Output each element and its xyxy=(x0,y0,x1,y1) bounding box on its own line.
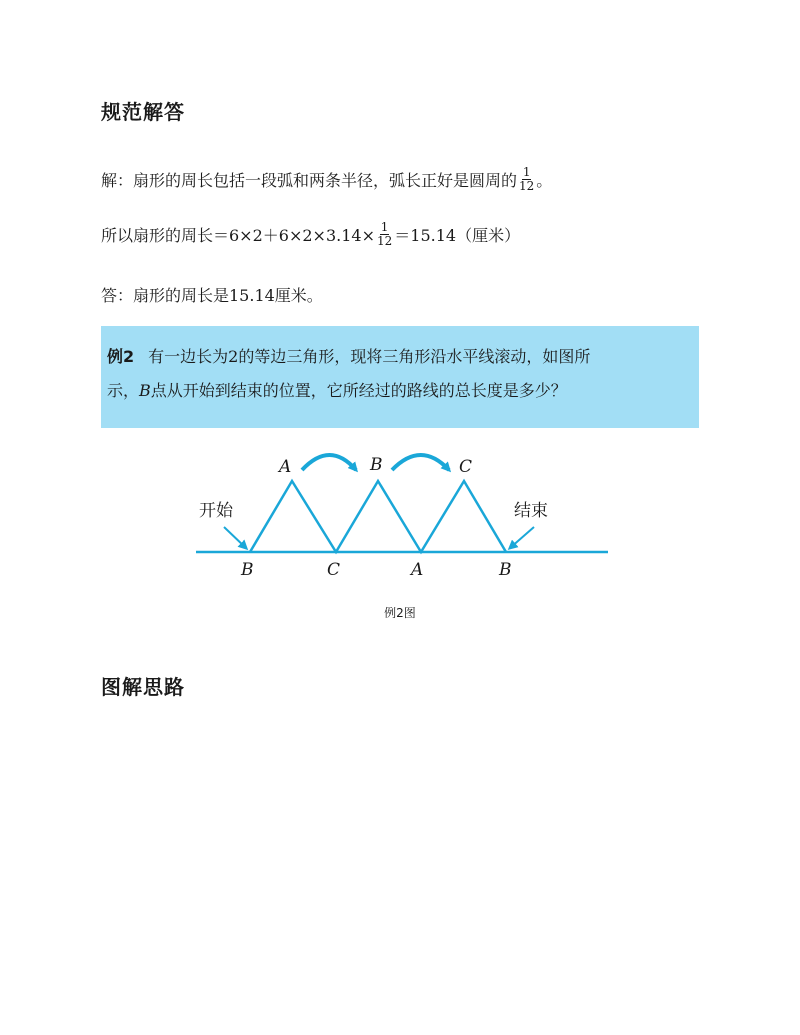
example-2-text-2: 点从开始到结束的位置，它所经过的路线的总长度是多少？ xyxy=(150,381,567,400)
top-label-a: A xyxy=(279,457,292,477)
solution-line-1-text: 解：扇形的周长包括一段弧和两条半径，弧长正好是圆周的 xyxy=(101,171,518,190)
top-label-b: B xyxy=(370,455,383,475)
start-pointer-arrow xyxy=(224,527,246,548)
example-2-text-1: 有一边长为2的等边三角形，现将三角形沿水平线滚动，如图所 xyxy=(148,347,591,366)
top-label-c: C xyxy=(459,457,473,477)
solution-line-1-tail: 。 xyxy=(536,171,553,190)
solution-line-2-tail: ＝15.14（厘米） xyxy=(394,226,521,245)
point-b-label: B xyxy=(139,381,151,400)
answer-line: 答：扇形的周长是15.14厘米。 xyxy=(101,286,323,305)
roll-arrow-2 xyxy=(392,455,449,470)
example-2-prefix: 示， xyxy=(107,381,140,400)
bottom-label-a: A xyxy=(411,560,424,580)
fraction-denominator: 12 xyxy=(519,179,535,193)
end-label: 结束 xyxy=(514,501,548,521)
example-2-label: 例2 xyxy=(107,347,135,366)
section-title-diagram-thinking: 图解思路 xyxy=(101,675,185,699)
roll-arrow-1 xyxy=(302,455,356,470)
fraction-numerator: 1 xyxy=(522,165,531,179)
end-pointer-arrow xyxy=(510,527,534,548)
fraction-denominator: 12 xyxy=(376,234,393,248)
bottom-label-b-end: B xyxy=(499,560,512,580)
section-title-standard-answer: 规范解答 xyxy=(101,100,185,124)
bottom-label-c: C xyxy=(327,560,341,580)
solution-line-2-text: 所以扇形的周长＝6×2＋6×2×3.14× xyxy=(101,226,375,245)
figure-caption: 例2图 xyxy=(384,606,416,620)
fraction-numerator: 1 xyxy=(380,220,389,234)
triangle-zigzag xyxy=(250,481,506,552)
bottom-label-b-start: B xyxy=(241,560,254,580)
start-label: 开始 xyxy=(199,501,233,521)
